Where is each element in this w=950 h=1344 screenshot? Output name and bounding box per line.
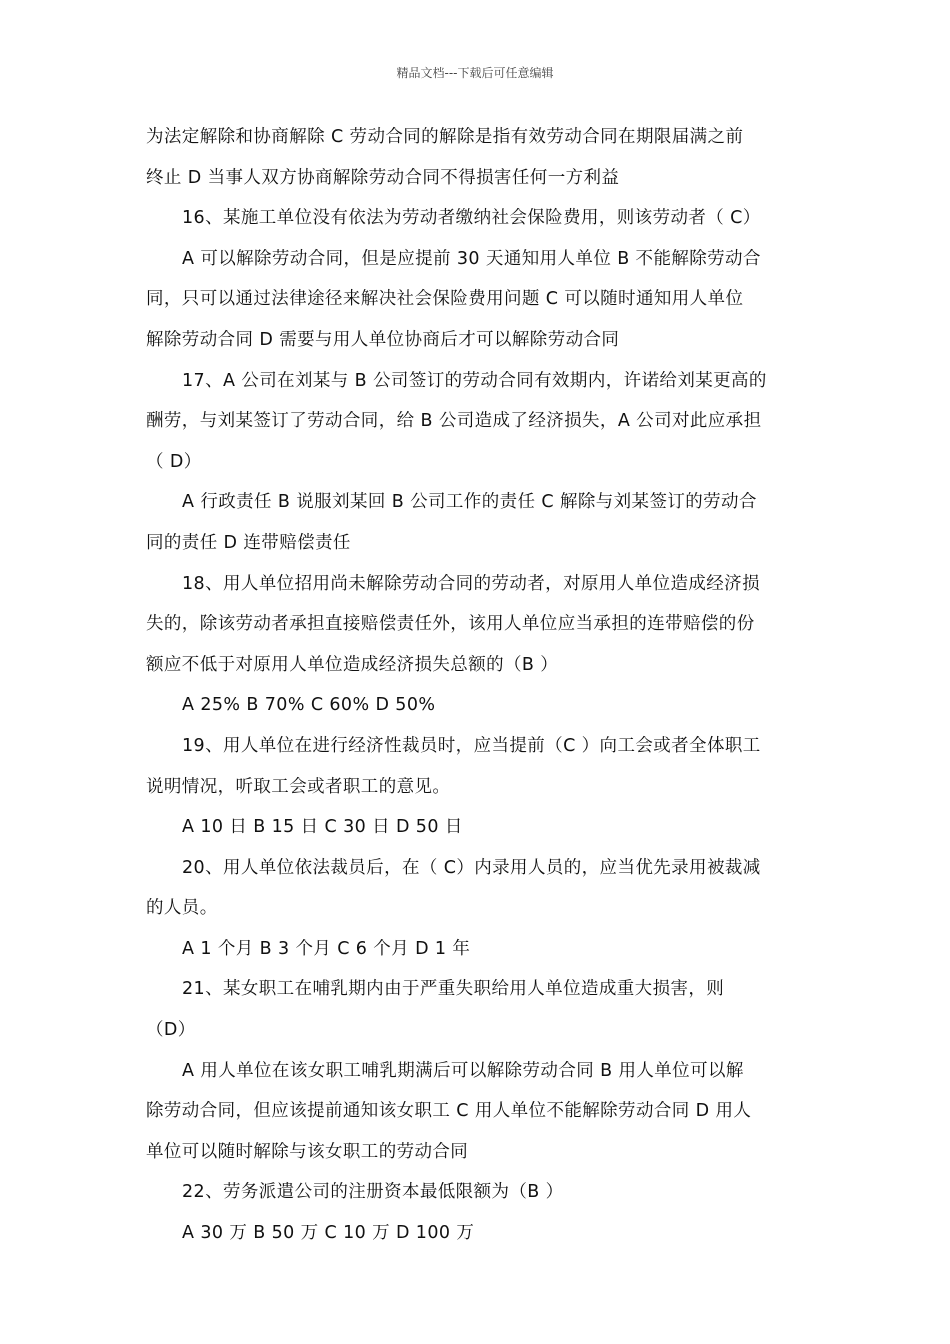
text-line: 同，只可以通过法律途径来解决社会保险费用问题 C 可以随时通知用人单位	[146, 289, 744, 310]
text-line: 解除劳动合同 D 需要与用人单位协商后才可以解除劳动合同	[146, 329, 620, 350]
text-line: 21、某女职工在哺乳期内由于严重失职给用人单位造成重大损害，则	[182, 979, 725, 1000]
text-line: 同的责任 D 连带赔偿责任	[146, 532, 351, 553]
text-line: A 可以解除劳动合同，但是应提前 30 天通知用人单位 B 不能解除劳动合	[182, 248, 761, 269]
text-line: （D）	[146, 1020, 196, 1041]
document-body	[146, 117, 811, 1254]
text-line: 酬劳，与刘某签订了劳动合同，给 B 公司造成了经济损失，A 公司对此应承担	[146, 411, 762, 432]
text-line: 18、用人单位招用尚未解除劳动合同的劳动者，对原用人单位造成经济损	[182, 573, 760, 594]
text-line: 20、用人单位依法裁员后，在（ C）内录用人员的，应当优先录用被裁减	[182, 857, 761, 878]
text-line: A 30 万 B 50 万 C 10 万 D 100 万	[182, 1223, 475, 1244]
text-line: A 用人单位在该女职工哺乳期满后可以解除劳动合同 B 用人单位可以解	[182, 1060, 744, 1081]
text-line: 19、用人单位在进行经济性裁员时，应当提前（C ）向工会或者全体职工	[182, 735, 761, 756]
text-line: A 1 个月 B 3 个月 C 6 个月 D 1 年	[182, 938, 471, 959]
text-line: 的人员。	[146, 898, 218, 919]
text-line: 为法定解除和协商解除 C 劳动合同的解除是指有效劳动合同在期限届满之前	[146, 127, 744, 147]
text-line: A 25% B 70% C 60% D 50%	[182, 695, 436, 716]
text-line: （ D）	[146, 451, 202, 472]
text-line: 终止 D 当事人双方协商解除劳动合同不得损害任何一方利益	[146, 167, 620, 188]
text-line: 除劳动合同，但应该提前通知该女职工 C 用人单位不能解除劳动合同 D 用人	[146, 1101, 752, 1122]
text-line: 22、劳务派遣公司的注册资本最低限额为（B ）	[182, 1182, 564, 1203]
text-line: A 行政责任 B 说服刘某回 B 公司工作的责任 C 解除与刘某签订的劳动合	[182, 492, 757, 513]
text-line: 失的，除该劳动者承担直接赔偿责任外，该用人单位应当承担的连带赔偿的份	[146, 614, 755, 635]
page-header: 精品文档---下载后可任意编辑	[396, 66, 554, 80]
text-line: 17、A 公司在刘某与 B 公司签订的劳动合同有效期内，许诺给刘某更高的	[182, 370, 767, 391]
text-line: 16、某施工单位没有依法为劳动者缴纳社会保险费用，则该劳动者（ C）	[182, 208, 761, 229]
text-line: 说明情况，听取工会或者职工的意见。	[146, 776, 451, 797]
text-line: A 10 日 B 15 日 C 30 日 D 50 日	[182, 817, 463, 838]
text-line: 单位可以随时解除与该女职工的劳动合同	[146, 1141, 469, 1162]
text-line: 额应不低于对原用人单位造成经济损失总额的（B ）	[146, 654, 559, 675]
